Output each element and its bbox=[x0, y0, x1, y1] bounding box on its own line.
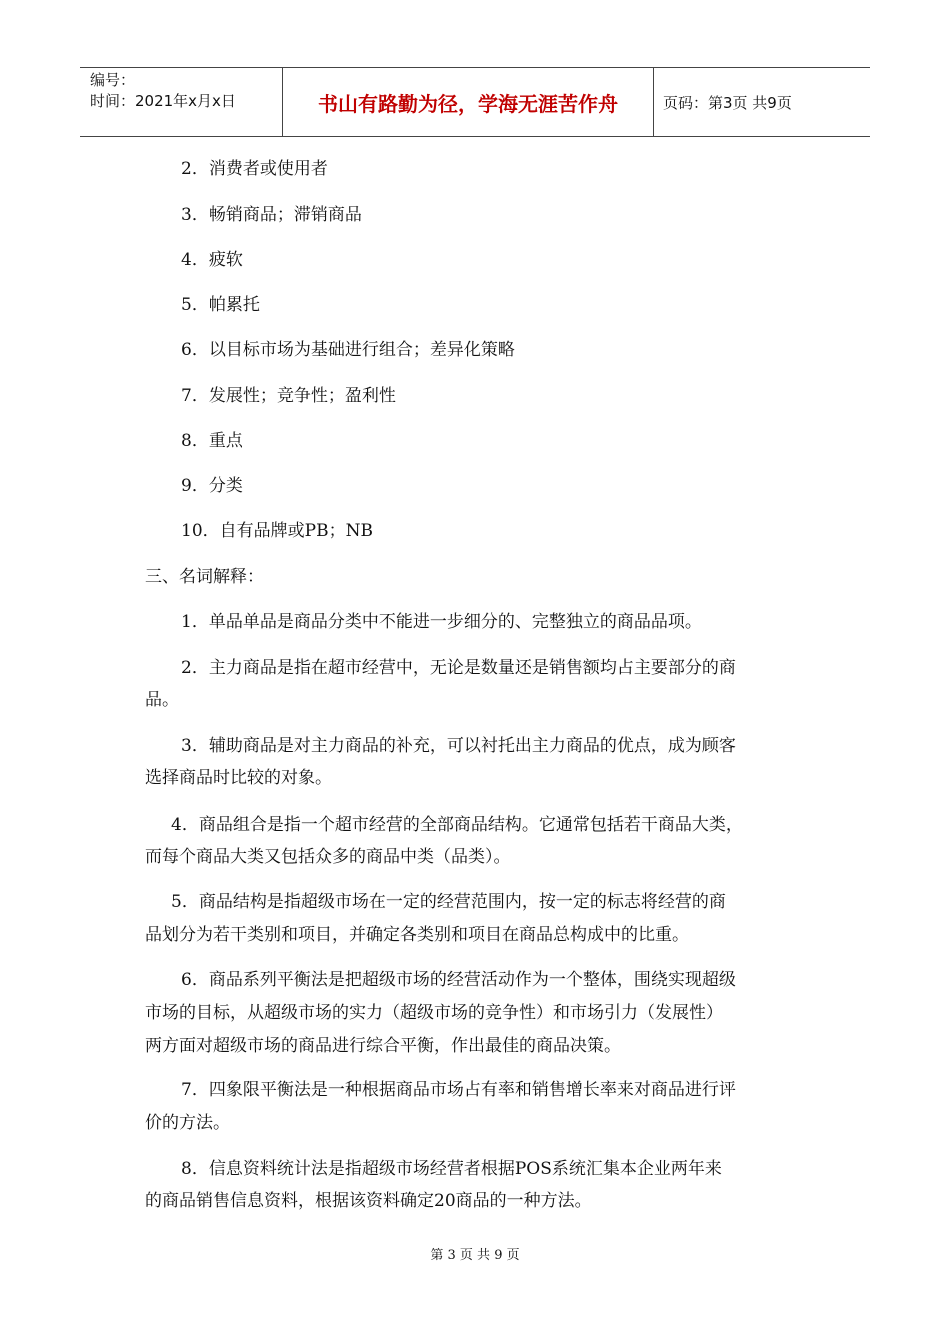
definition-line: 6．商品系列平衡法是把超级市场的经营活动作为一个整体，围绕实现超级 bbox=[181, 970, 736, 990]
page-header bbox=[80, 67, 870, 137]
header-page-info: 页码：第3页 共9页 bbox=[663, 93, 792, 112]
document-date: 时间：2021年x月x日 bbox=[90, 92, 236, 110]
section-heading: 三、名词解释： bbox=[145, 567, 264, 587]
definition-line: 1．单品单品是商品分类中不能进一步细分的、完整独立的商品品项。 bbox=[181, 612, 702, 632]
answer-line: 2．消费者或使用者 bbox=[181, 159, 328, 179]
answer-line: 4．疲软 bbox=[181, 250, 243, 270]
definition-line: 2．主力商品是指在超市经营中，无论是数量还是销售额均占主要部分的商 bbox=[181, 658, 736, 678]
definition-line: 4．商品组合是指一个超市经营的全部商品结构。它通常包括若干商品大类， bbox=[171, 815, 743, 835]
definition-line: 两方面对超级市场的商品进行综合平衡，作出最佳的商品决策。 bbox=[145, 1036, 621, 1056]
document-number-label: 编号： bbox=[90, 71, 136, 89]
definition-line: 7．四象限平衡法是一种根据商品市场占有率和销售增长率来对商品进行评 bbox=[181, 1080, 736, 1100]
answer-line: 7．发展性；竞争性；盈利性 bbox=[181, 386, 396, 406]
answer-line: 3．畅销商品；滞销商品 bbox=[181, 205, 362, 225]
answer-line: 9．分类 bbox=[181, 476, 243, 496]
answer-line: 5．帕累托 bbox=[181, 295, 260, 315]
answer-line: 6．以目标市场为基础进行组合；差异化策略 bbox=[181, 340, 515, 360]
definition-line: 5．商品结构是指超级市场在一定的经营范围内，按一定的标志将经营的商 bbox=[171, 892, 726, 912]
answer-line: 8．重点 bbox=[181, 431, 243, 451]
header-motto: 书山有路勤为径，学海无涯苦作舟 bbox=[282, 68, 654, 136]
definition-line: 3．辅助商品是对主力商品的补充，可以衬托出主力商品的优点，成为顾客 bbox=[181, 736, 736, 756]
definition-line: 品。 bbox=[145, 690, 179, 710]
page-footer: 第 3 页 共 9 页 bbox=[430, 1248, 520, 1263]
definition-line: 市场的目标，从超级市场的实力（超级市场的竞争性）和市场引力（发展性） bbox=[145, 1003, 723, 1023]
definition-line: 选择商品时比较的对象。 bbox=[145, 768, 332, 788]
definition-line: 而每个商品大类又包括众多的商品中类（品类）。 bbox=[145, 847, 511, 867]
definition-line: 价的方法。 bbox=[145, 1113, 230, 1133]
answer-line: 10．自有品牌或PB；NB bbox=[181, 521, 373, 541]
header-left-cell bbox=[80, 68, 282, 136]
definition-line: 品划分为若干类别和项目，并确定各类别和项目在商品总构成中的比重。 bbox=[145, 925, 689, 945]
definition-line: 8．信息资料统计法是指超级市场经营者根据POS系统汇集本企业两年来 bbox=[181, 1159, 722, 1179]
definition-line: 的商品销售信息资料，根据该资料确定20商品的一种方法。 bbox=[145, 1191, 592, 1211]
